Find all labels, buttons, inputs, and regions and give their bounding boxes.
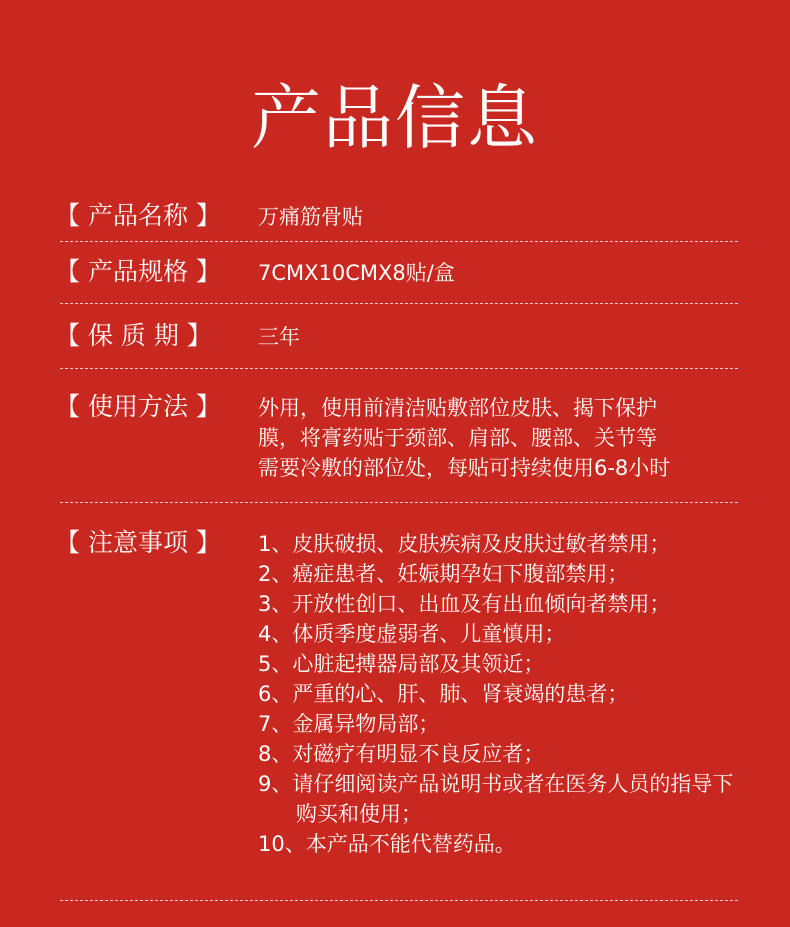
divider bbox=[60, 368, 738, 369]
list-item: 10、本产品不能代替药品。 bbox=[258, 832, 516, 856]
page-title: 产品信息 bbox=[251, 77, 539, 159]
divider bbox=[60, 303, 738, 304]
product-spec-value: 7CMX10CMX8贴/盒 bbox=[258, 261, 455, 285]
usage-line: 外用，使用前清洁贴敷部位皮肤、揭下保护 bbox=[258, 396, 657, 420]
shelf-life-value: 三年 bbox=[258, 325, 300, 349]
divider bbox=[60, 900, 738, 901]
divider bbox=[60, 502, 738, 503]
product-name-label: 【 产品名称 】 bbox=[55, 201, 221, 230]
usage-line: 需要冷敷的部位处，每贴可持续使用6-8小时 bbox=[258, 456, 671, 480]
usage-value bbox=[258, 393, 738, 483]
list-item: 8、对磁疗有明显不良反应者； bbox=[258, 742, 545, 766]
product-name-value: 万痛筋骨贴 bbox=[258, 205, 363, 229]
list-item: 2、癌症患者、妊娠期孕妇下腹部禁用； bbox=[258, 562, 629, 586]
shelf-life-label: 【 保 质 期 】 bbox=[55, 321, 212, 350]
divider bbox=[60, 241, 738, 242]
list-item: 7、金属异物局部； bbox=[258, 712, 440, 736]
list-item: 4、体质季度虚弱者、儿童慎用； bbox=[258, 622, 566, 646]
usage-label: 【 使用方法 】 bbox=[55, 392, 221, 421]
notes-label: 【 注意事项 】 bbox=[55, 528, 221, 557]
notes-list bbox=[258, 529, 738, 859]
list-item: 1、皮肤破损、皮肤疾病及皮肤过敏者禁用； bbox=[258, 532, 671, 556]
list-item: 6、严重的心、肝、肺、肾衰竭的患者； bbox=[258, 682, 629, 706]
list-item: 3、开放性创口、出血及有出血倾向者禁用； bbox=[258, 592, 671, 616]
product-spec-label: 【 产品规格 】 bbox=[55, 257, 221, 286]
list-item: 9、请仔细阅读产品说明书或者在医务人员的指导下购买和使用； bbox=[258, 772, 734, 826]
list-item: 5、心脏起搏器局部及其领近； bbox=[258, 652, 545, 676]
usage-line: 膜，将膏药贴于颈部、肩部、腰部、关节等 bbox=[258, 426, 657, 450]
